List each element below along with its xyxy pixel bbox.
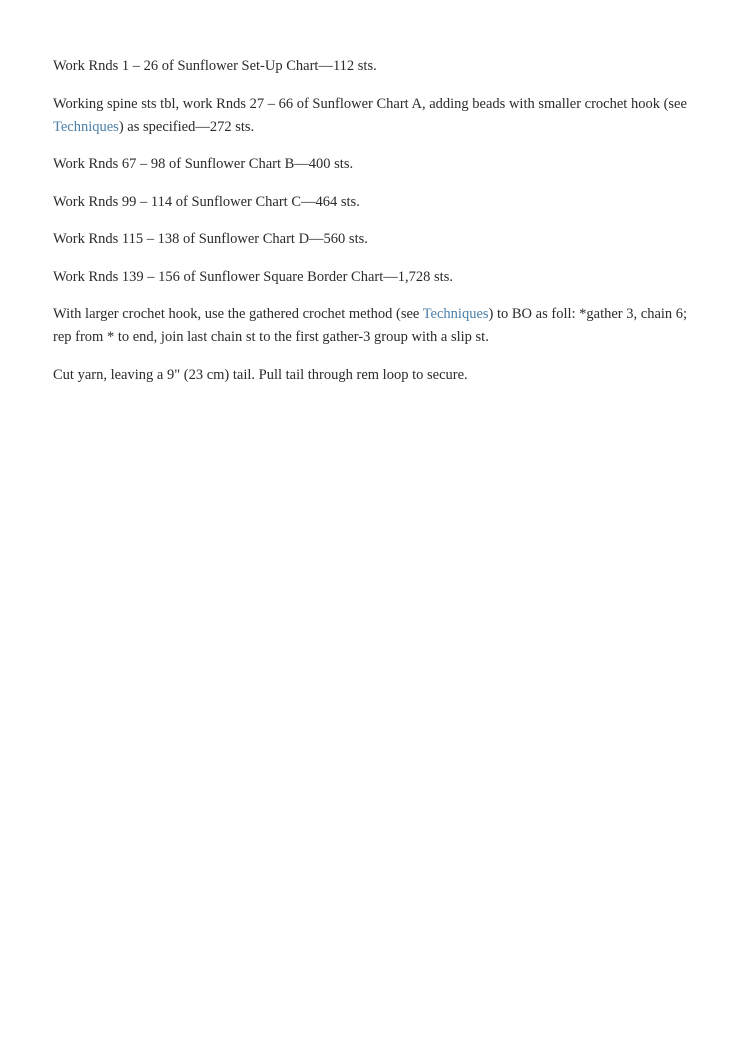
instruction-text: ) as specified—272 sts. [118, 118, 255, 135]
instruction-text: With larger crochet hook, use the gathered crochet method (see [53, 306, 423, 322]
instruction-bind-off [53, 303, 703, 349]
instruction-rnds-27-66 [53, 93, 703, 139]
instruction-rnds-115-138: Work Rnds 115 – 138 of Sunflower Chart D—560 sts. [53, 231, 368, 247]
instruction-rnds-67-98: Work Rnds 67 – 98 of Sunflower Chart B—400 sts. [53, 156, 354, 172]
instruction-rnds-1-26: Work Rnds 1 – 26 of Sunflower Set-Up Chart—112 sts. [53, 58, 377, 74]
techniques-link[interactable]: Techniques [53, 118, 119, 135]
instructions-document [53, 55, 703, 401]
instruction-rnds-139-156: Work Rnds 139 – 156 of Sunflower Square Border Chart—1,728 sts. [53, 268, 453, 285]
instruction-rnds-99-114: Work Rnds 99 – 114 of Sunflower Chart C—464 sts. [53, 193, 360, 210]
instruction-finish: Cut yarn, leaving a 9" (23 cm) tail. Pull tail through rem loop to secure. [53, 366, 468, 383]
instruction-text: Working spine sts tbl, work Rnds 27 – 66 of Sunflower Chart A, adding beads with smaller crochet hook (see [53, 95, 687, 112]
instruction-text: ) to BO as foll: *gather 3, chain 6; rep from * to end, join last chain st to the first gather-3 group with a slip st. [53, 306, 688, 345]
techniques-link[interactable]: Techniques [422, 306, 489, 322]
